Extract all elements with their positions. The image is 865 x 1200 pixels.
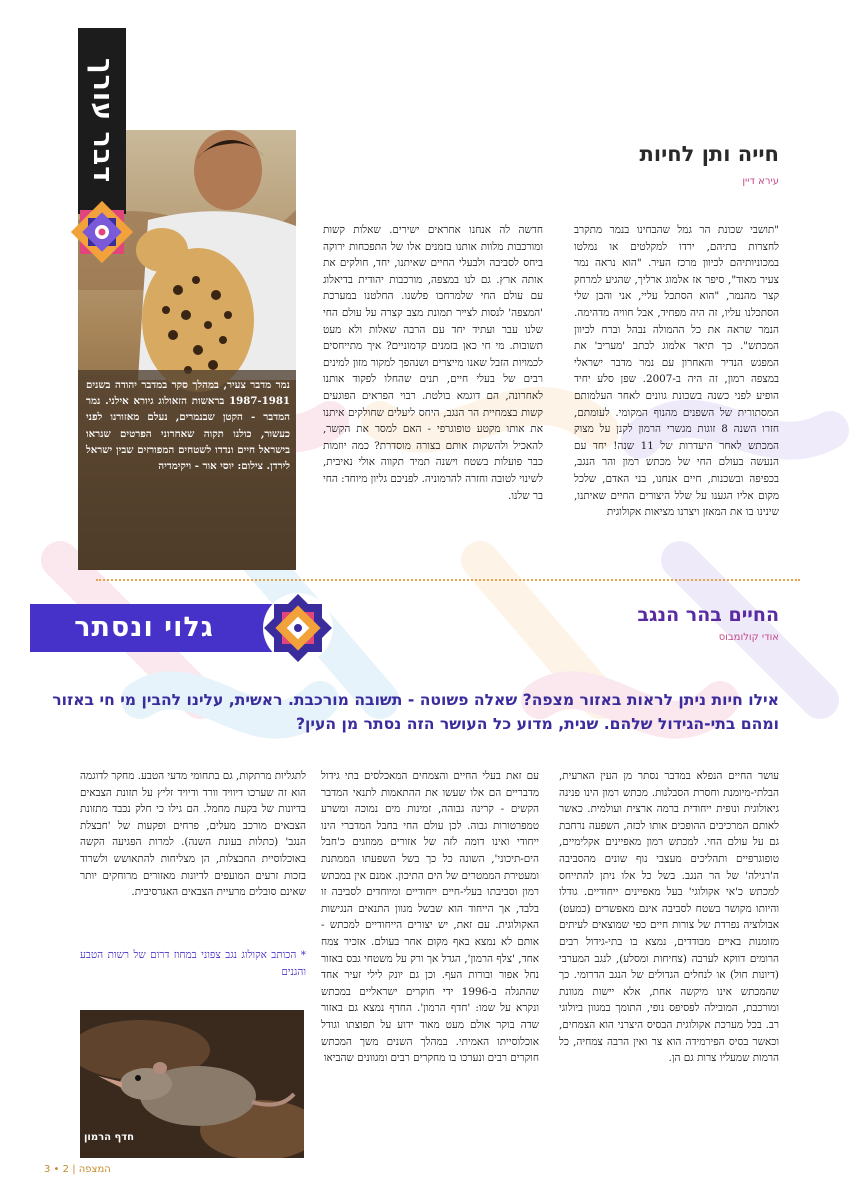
section-divider [96, 579, 800, 581]
article1-title: חייה ותן לחיות [639, 142, 779, 166]
folio-pages: 2 • 3 [44, 1164, 70, 1175]
folio-publication: המצפה [78, 1164, 111, 1175]
article2-author: אודי קולומבוס [718, 632, 779, 643]
editor-sidebar [78, 28, 126, 214]
article1-column-left: חדשה לה אנחנו אחראים ישירים. שאלות קשות ומורכבות מלוות אותנו בזמנים אלו של התפכחות ירוקה ביחס לסביבה ולבעלי החיים שאיתנו, יחד, חולקים את אותה ארץ. גם לנו במצפה, מורכבות יהודית בדיאלוג עם עולם החי שלמרחבו פלשנו. החלטנו במערכת 'המצפה' לנסות לצייר תמונת מצב קצרה על עולם החי שלנו עבר ועתיד יחד עם הרבה שאלות ולא מעט תשובות. מי חי כאן בזמנים קדמוניים? איך מתייחסים לכמויות הזבל שאנו מייצרים ושנהפך למקור מזון למינים רבים של בעלי חיים, תנים שהחלו לפקוד אותנו לאחרונה, הם דוגמא בולטת. רבוי הפראים הפוגעים קשות בצמחיית הר הנגב, היחס ליעלים שחולקים איתנו את אותו מקטע טופוגרפי - האם למסר את הקשר, להאכיל ולהשקות אותם בצורה מוסדרת? כמה יוזמות כבר פועלות בשטח וישנה תמיד תקווה אולי נאיבית, לשינוי לטובה וחזרה להרמוניה. לפניכם גליון מיוחד: החי בר שלנו. [323, 224, 543, 502]
article2-column-middle: עם זאת בעלי החיים והצמחים המאכלסים בתי גידול מדבריים הם אלו שעשו את ההתאמות לתנאי המדבר הקשים - קרינה גבוהה, זמינות מים נמוכה ומשרע טמפרטורות גבוה. לכן עולם החי בחבל המדברי הינו ייחודי ואינו דומה לזה של אזורים ממוזגים כ'חבל הים-תיכוני', השונה כל כך בשל השפעתו הממתנת ומעטירת הממטרים של הים התיכון. אמנם אין במכתש רמון וסביבתו בעלי-חיים ייחודיים ומיוחדים לסביבה זו בלבד, אך הייחוד הוא שבשל מגוון התנאים הנגישות האקולוגית. עם זאת, יש יצורים הייחודיים למכתש - אותם לא נמצא באף מקום אחר בעולם. אזכיר צמח אחד, 'צלף הרמון', הגדל אך ורק על משטחי גבס באזור נחל אפור ובורות העף. וכן גם יונק לילי זעיר אחד שהתגלה ב-1996 ידי חוקרים ישראליים במכתש ונקרא על שמו: 'חדף הרמון'. החדף נמצא גם באזור שדה בוקר אולם מעט מאוד ידוע על תפוצתו וגודל אוכלוסייתו האמיתי. במהלך השנים משך המכתש חוקרים רבים ונערכו בו מחקרים רבים ומגוונים שהביאו [321, 770, 539, 1065]
section-banner [30, 604, 320, 652]
page-folio [44, 1164, 111, 1175]
folio-separator: | [69, 1164, 76, 1175]
article2-column-left: לתגליות מרתקות, גם בתחומי מדעי הטבע. מחקר לדוגמה הוא זה שערכו דיוויד וורד ודיויד זליץ על תזונת הצבאים בדיונות של בקעת מחמל. הם גילו כי חלק נכבד מתזונת הצבאים מורכב מעלים, פרחים ופקעות של 'חבצלת הנגב' (כתלות בעונת השנה). למרות הפגיעה הקשה באוכלוסיית החבצלות, הן מצליחות להתאושש ולשרוד בזכות זרעים המועפים לדיונות מאזורים מרוחקים יותר שאינם סובלים מרעיית הצבאים האגרסיבית. [80, 770, 306, 899]
article2-footnote: * הכותב אקולוג נגב צפוני במחוז דרום של רשות הטבע והגנים [80, 949, 306, 978]
article1-author: עירא דיין [742, 176, 779, 187]
leopard-photo-caption: נמר מדבר צעיר, במהלך סקר במדבר יהודה בשנים 1987-1981 בראשות הזאולוג גיורא אילני. נמר המדבר - הקטן שבנמרים, נעלם מאזורנו לפני כעשור, כולנו תקוה שאחרוני הפרטים שנראו בישראל חיים ונדדו לשטחים המפורזים שבין ישראל לירדן. צילום: יוסי אור - ויקימדיה [86, 379, 290, 473]
article2-lead: אילו חיות ניתן לראות באזור מצפה? שאלה פשוטה - תשובה מורכבת. ראשית, עלינו להבין מי חי באזור ומהם בתי-הגידול שלהם. שנית, מדוע כל העושר הזה נסתר מן העין? [52, 691, 779, 733]
article2-column-right: עושר החיים הנפלא במדבר נסתר מן העין הארעית, הבלתי-מיומנת וחסרת הסבלנות. מכתש רמון הינו פנינה גיאולוגית ונופית ייחודית ברמה ארצית ועולמית. כאשר לאותם המרכיבים ההופכים אותו לכזה, השפעה נרחבת גם על עולם החי. למכתש רמון מאפיינים אקלימיים, טופוגרפיים ותהליכים מעצבי נוף שונים מהסביבה ה'רגילה' של הר הנגב. בשל כל אלו ניתן להתייחס למכתש כ'אי אקולוגי' בעל מאפיינים ייחודיים. גודלו והיותו מקושר בשטח לסביבה אינם מאפשרים (כמעט) אבולוציה נפרדת של צורות חיים כפי שמוצאים לעיתים מזומנות באיים מבודדים, נמצא בו בתי-גידול רבים הרומים דווקא לערבה (צחיחות ומסלע), לנגב המערבי (דיונות חול) או לנחלים הגדולים של הנגב הדרומי. כך שהמכתש אינו מיקשה אחת, אלא יישות מגוונת ומורכבת, המובילה לפסיפס נופי, התומך במגוון ביולוגי רב. בכל מערכת אקולוגית הבסיס היצרני הוא הצמחים, וכאשר בסיס הפירמידה הוא צר ואין הרבה צמחיה, כל הרמות שמעליו צרות גם הן. [559, 770, 779, 1065]
sidebar-label: דבר עורך [87, 58, 118, 184]
section-banner-label: גלוי ונסתר [74, 612, 214, 643]
shrew-photo-caption: חדף הרמון [84, 1132, 134, 1143]
article1-column-right: "תושבי שכונת הר גמל שהבחינו בנמר מתקרב לחצרות בתיהם, ירדו למקלטים או נמלטו במכוניותיהם לכיוון מרכז העיר. "הוא נראה נמר צעיר מאוד", סיפר אז אלמוג ארליך, שהגיע למרחק קצר מהנמר, "הוא הסתכל עליי, אני והבן שלי הסתכלנו עליו, זה היה מפחיד, אבל חוויה מדהימה. הנמר שראה את כל ההמולה נבהל וברח לכיוון המכתש". כך תיאר אלמוג לכתב 'מעריב' את המפגש הנדיר והאחרון עם נמר מדבר ישראלי במצפה רמון, זה היה ב-2007. שפן סלע יחיד הופיע לפני כשנה בשכונת גוונים לאחר העלמותם המסתורית של השפנים מהנוף המקומי. לעומתם, חזרו השנה 8 זוגות מגשרי הרמון לקנן על מצוק המכתש לאחר היעדרות של 11 שנה! יחד עם הנעשה בעולם החי של מכתש רמון והר הנגב, בכפיפה ובשכנות, חיים אנחנו, בני האדם, שלכל מקום אליו הגענו על שלל היצורים החיים שאיתנו, שינינו בו את המאזן ויצרנו מציאות אקולוגית [574, 224, 779, 519]
article2-title: החיים בהר הנגב [637, 604, 779, 626]
